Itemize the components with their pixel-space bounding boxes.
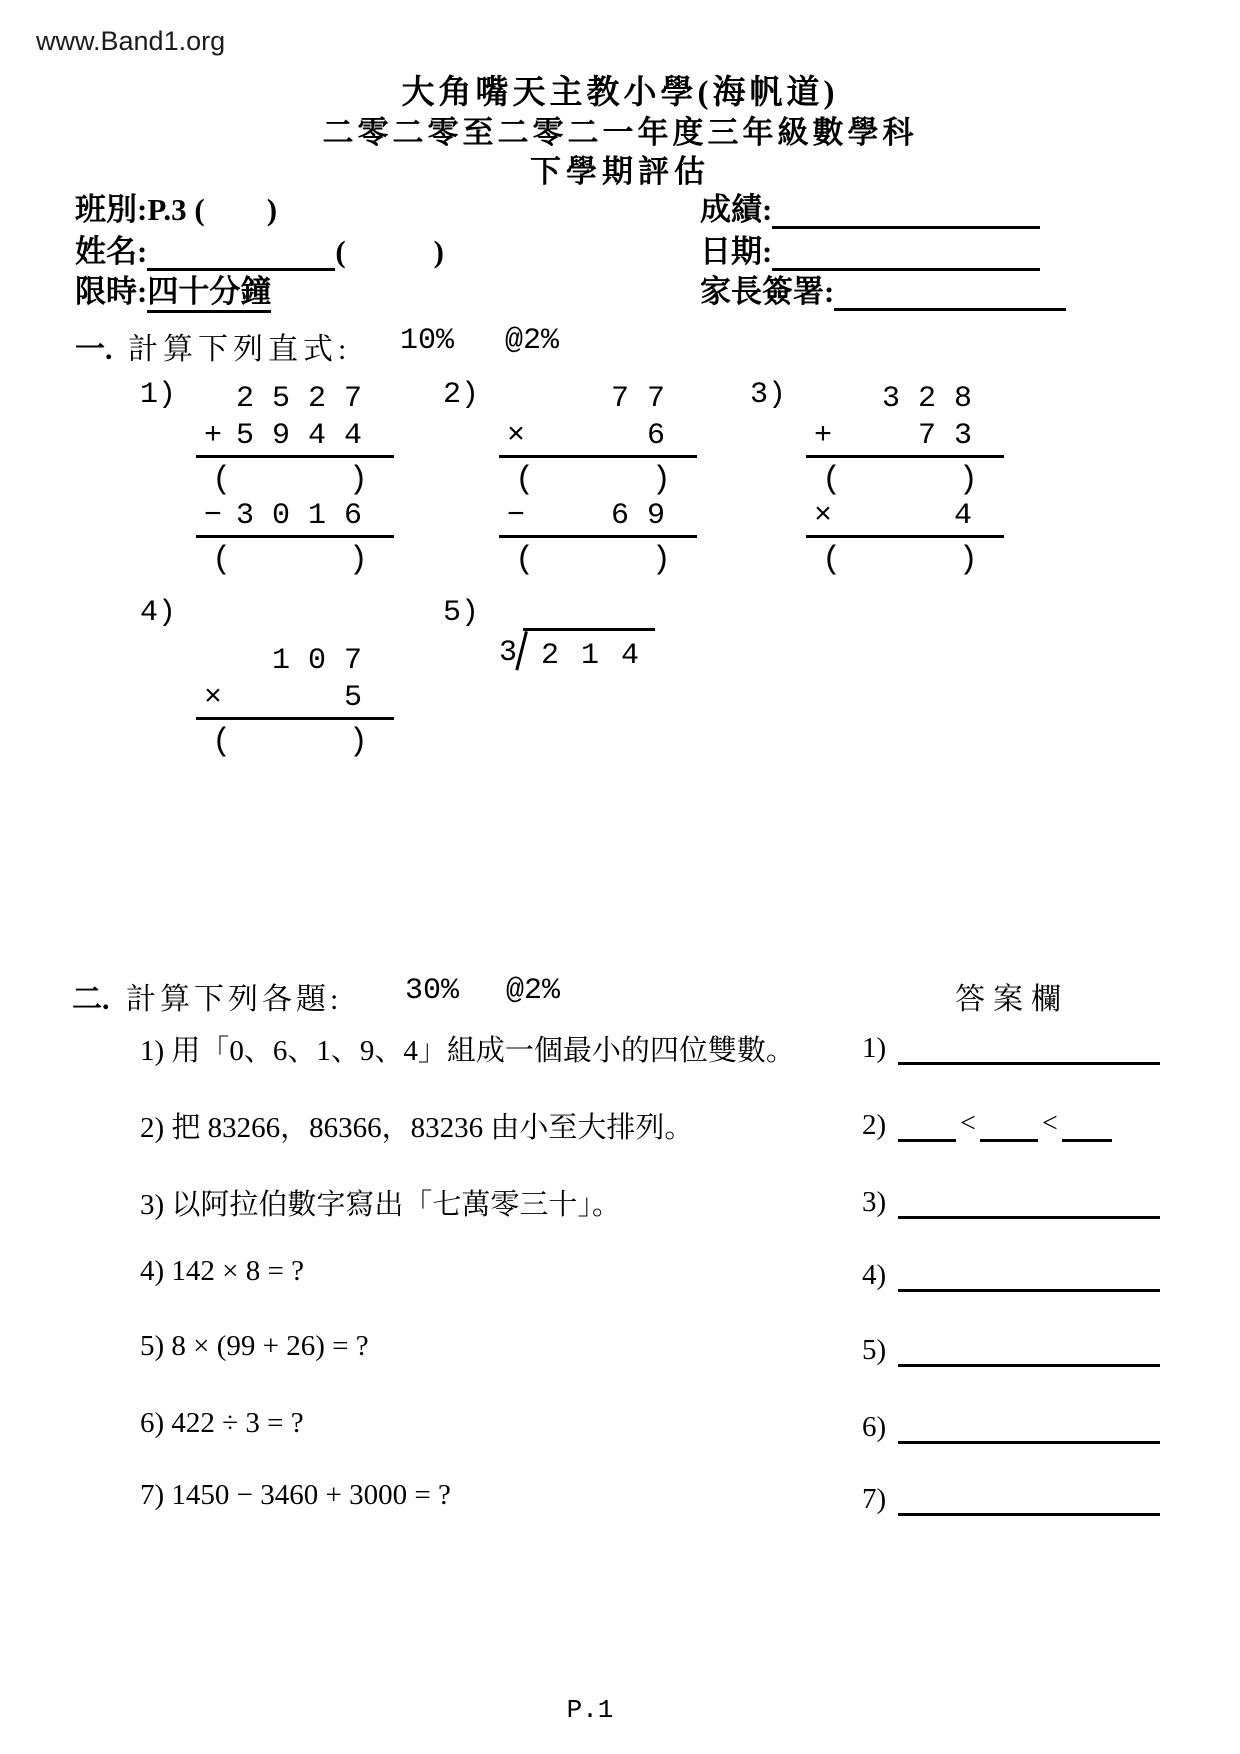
question-3-number: 3) — [140, 1189, 165, 1221]
minus-operator: − — [204, 499, 223, 533]
paren-open: ( — [212, 461, 232, 498]
date-row — [700, 226, 1040, 271]
class-paren-open: ( — [194, 192, 205, 227]
paren-close: ) — [348, 723, 368, 760]
answer-6-row — [862, 1407, 1160, 1444]
answer-7-row — [862, 1479, 1160, 1516]
name-row — [75, 226, 444, 271]
paren-close: ) — [348, 541, 368, 578]
question-7-body: 1450 − 3460 + 3000 = ? — [171, 1479, 451, 1511]
operand: 3 0 1 6 — [235, 499, 362, 533]
question-2-text — [140, 1105, 693, 1146]
class-value: P.3 — [147, 192, 187, 227]
parent-sign-blank — [834, 276, 1066, 311]
division-dividend: 2 1 4 — [523, 628, 655, 673]
name-paren-open: ( — [335, 234, 346, 269]
parent-sign-row — [700, 266, 1066, 311]
score-blank — [772, 194, 1040, 229]
section1-title: 計算下列直式: — [128, 333, 352, 366]
question-7-text — [140, 1479, 451, 1512]
times-operator: × — [814, 499, 833, 533]
less-than-sign: < — [960, 1108, 976, 1139]
column-problem-4 — [140, 596, 394, 760]
question-2-number: 2) — [140, 1112, 165, 1144]
answer-2-label: 2) — [862, 1109, 887, 1141]
paren-close: ) — [651, 461, 671, 498]
section1-mark-each: @2% — [505, 324, 560, 358]
answer-1-row — [862, 1028, 1160, 1065]
class-paren-close: ) — [266, 192, 278, 227]
operator-row — [196, 498, 394, 538]
problem-4-body — [196, 640, 394, 760]
question-5-number: 5) — [140, 1330, 165, 1362]
problem-2-body — [499, 378, 697, 578]
question-6-body: 422 ÷ 3 = ? — [171, 1407, 304, 1439]
question-3-text — [140, 1182, 621, 1223]
score-row — [700, 184, 1040, 229]
section2-mark-each: @2% — [506, 974, 561, 1008]
answer-parens — [806, 458, 1004, 498]
paren-open: ( — [515, 541, 535, 578]
question-3-body: 以阿拉伯數字寫出「七萬零三十」。 — [171, 1189, 621, 1221]
answer-5-row — [862, 1330, 1160, 1367]
problem-2-label: 2) — [443, 378, 480, 412]
column-problem-5 — [443, 596, 655, 673]
answer-parens — [499, 538, 697, 578]
answer-7-blank — [898, 1479, 1160, 1516]
paren-close: ) — [348, 461, 368, 498]
paren-close: ) — [958, 541, 978, 578]
answer-2-blank-2 — [980, 1105, 1038, 1142]
operand: 5 9 4 4 — [235, 419, 362, 453]
section2-number: 二. — [72, 983, 110, 1016]
page-number: P.1 — [566, 1695, 614, 1725]
operator-row — [499, 418, 697, 458]
answer-2-row — [862, 1105, 1112, 1142]
time-limit-label: 限時: — [75, 274, 148, 309]
column-problem-2 — [443, 378, 697, 578]
problem-5-label: 5) — [443, 596, 480, 630]
operator-row — [196, 680, 394, 720]
operand-row: 7 7 — [610, 382, 665, 416]
problem-3-body — [806, 378, 1004, 578]
answer-1-blank — [898, 1028, 1160, 1065]
question-4-number: 4) — [140, 1255, 165, 1287]
less-than-sign: < — [1041, 1108, 1058, 1139]
plus-operator: + — [204, 419, 223, 453]
paren-close: ) — [651, 541, 671, 578]
answer-parens — [196, 538, 394, 578]
problem-3-label: 3) — [750, 378, 787, 412]
answer-4-blank — [898, 1255, 1160, 1292]
column-problem-1 — [140, 378, 394, 578]
question-4-body: 142 × 8 = ? — [171, 1255, 305, 1287]
problem-1-body — [196, 378, 394, 578]
site-watermark: www.Band1.org — [36, 26, 226, 56]
time-limit-row — [75, 266, 271, 311]
paren-close: ) — [958, 461, 978, 498]
answer-5-label: 5) — [862, 1334, 887, 1366]
operand: 4 — [953, 499, 972, 533]
answer-6-blank — [898, 1407, 1160, 1444]
answer-parens — [806, 538, 1004, 578]
answer-4-label: 4) — [862, 1259, 887, 1291]
question-6-number: 6) — [140, 1407, 165, 1439]
answer-5-blank — [898, 1330, 1160, 1367]
question-5-text — [140, 1330, 369, 1363]
question-6-text — [140, 1407, 304, 1440]
problem-1-label: 1) — [140, 378, 177, 412]
operand-row: 3 2 8 — [881, 382, 972, 416]
answer-2-blank-1 — [898, 1105, 956, 1142]
plus-operator: + — [814, 419, 833, 453]
operand: 6 9 — [610, 499, 665, 533]
operator-row — [196, 418, 394, 458]
answer-parens — [196, 458, 394, 498]
operand: 6 — [646, 419, 665, 453]
answer-3-label: 3) — [862, 1186, 887, 1218]
answer-7-label: 7) — [862, 1483, 887, 1515]
operand: 5 — [343, 681, 362, 715]
problem-4-label: 4) — [140, 596, 177, 630]
name-paren-close: ) — [433, 234, 444, 269]
column-problem-3 — [750, 378, 1004, 578]
division-divisor: 3 — [499, 636, 518, 670]
operand-row: 1 0 7 — [271, 644, 362, 678]
name-label: 姓名: — [75, 234, 148, 269]
paren-open: ( — [515, 461, 535, 498]
question-1-number: 1) — [140, 1035, 165, 1067]
section1-number: 一. — [75, 333, 113, 366]
operand: 7 3 — [917, 419, 972, 453]
school-name: 大角嘴天主教小學(海帆道) — [401, 75, 839, 111]
answer-3-row — [862, 1182, 1160, 1219]
time-limit-value: 四十分鐘 — [147, 274, 271, 313]
question-1-text — [140, 1028, 795, 1069]
question-4-text — [140, 1255, 304, 1288]
answer-6-label: 6) — [862, 1411, 887, 1443]
long-division — [499, 628, 655, 673]
answer-1-label: 1) — [862, 1032, 887, 1064]
minus-operator: − — [507, 499, 526, 533]
question-5-body: 8 × (99 + 26) = ? — [171, 1330, 369, 1362]
year-grade-subject: 二零二零至二零二一年度三年級數學科 — [322, 115, 918, 150]
score-label: 成績: — [700, 192, 773, 227]
operator-row — [806, 418, 1004, 458]
answers-column-header: 答案欄 — [955, 983, 1069, 1016]
operator-row — [806, 498, 1004, 538]
question-1-body: 用「0、6、1、9、4」組成一個最小的四位雙數。 — [171, 1035, 795, 1067]
section1-weight: 10% — [400, 324, 455, 358]
times-operator: × — [507, 419, 526, 453]
term-title: 下學期評估 — [530, 154, 710, 189]
paren-open: ( — [822, 541, 842, 578]
paren-open: ( — [822, 461, 842, 498]
operand-row: 2 5 2 7 — [235, 382, 362, 416]
class-row — [75, 184, 277, 229]
times-operator: × — [204, 681, 223, 715]
answer-4-row — [862, 1255, 1160, 1292]
section2-weight: 30% — [405, 974, 460, 1008]
answer-2-blank-3 — [1062, 1105, 1112, 1142]
paren-open: ( — [212, 541, 232, 578]
answer-parens — [499, 458, 697, 498]
operator-row — [499, 498, 697, 538]
class-label: 班別: — [75, 192, 148, 227]
date-label: 日期: — [700, 234, 773, 269]
answer-parens — [196, 720, 394, 760]
section2-title: 計算下列各題: — [126, 983, 343, 1016]
answer-3-blank — [898, 1182, 1160, 1219]
question-2-body: 把 83266，86366，83236 由小至大排列。 — [171, 1112, 694, 1144]
question-7-number: 7) — [140, 1479, 165, 1511]
parent-sign-label: 家長簽署: — [700, 274, 835, 309]
paren-open: ( — [212, 723, 232, 760]
